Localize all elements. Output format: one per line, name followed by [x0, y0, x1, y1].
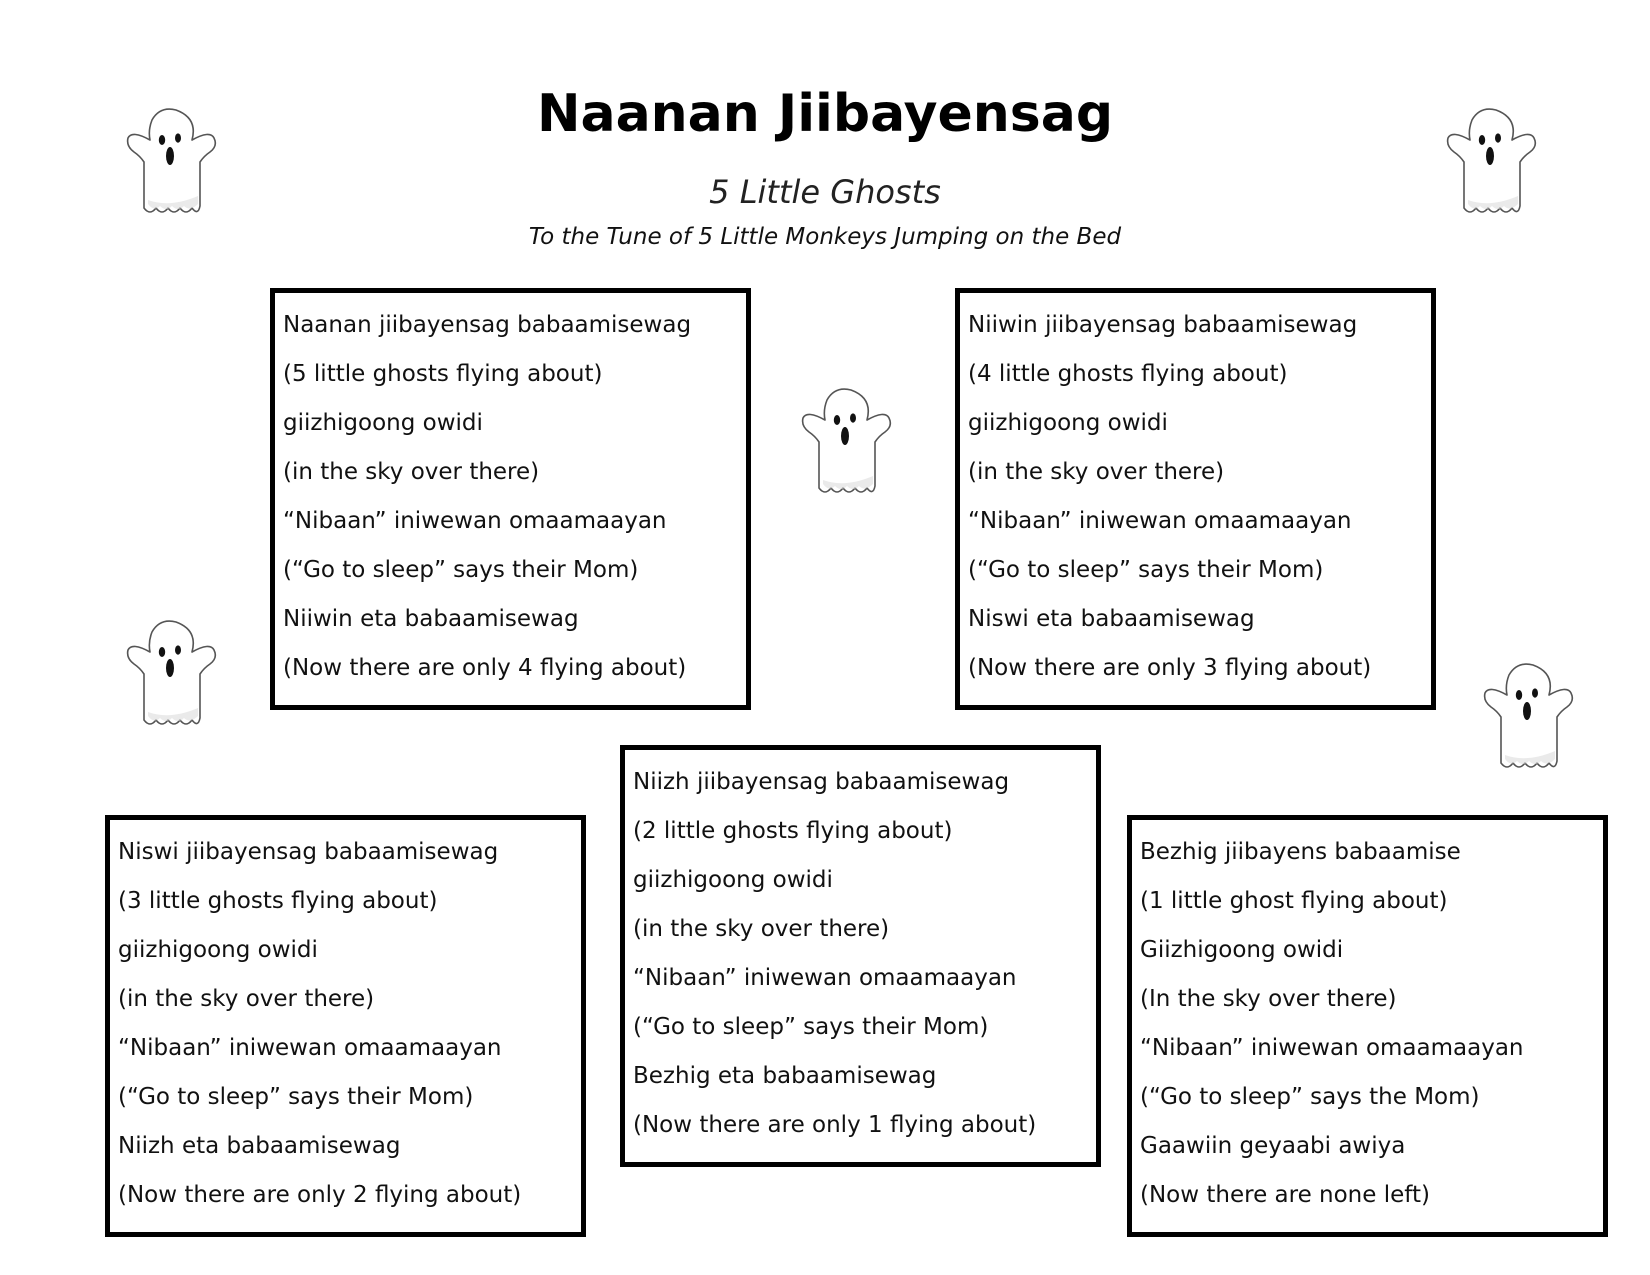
- verse-box-1-ghost: [1127, 815, 1608, 1237]
- verse-line: (in the sky over there): [118, 986, 375, 1012]
- verse-line: (Now there are only 2 flying about): [118, 1182, 522, 1208]
- verse-box-3-ghosts: [105, 815, 586, 1237]
- verse-line: (in the sky over there): [283, 459, 540, 485]
- ghost-icon: [120, 612, 220, 737]
- verse-line: (“Go to sleep” says their Mom): [633, 1014, 989, 1040]
- verse-line: Niizh eta babaamisewag: [118, 1133, 401, 1159]
- verse-line: Niiwin eta babaamisewag: [283, 606, 579, 632]
- verse-line: (3 little ghosts flying about): [118, 888, 438, 914]
- verse-line: (In the sky over there): [1140, 986, 1397, 1012]
- verse-line: “Nibaan” iniwewan omaamaayan: [633, 965, 1017, 991]
- ghost-icon: [795, 380, 895, 505]
- verse-line: giizhigoong owidi: [118, 937, 318, 963]
- verse-box-5-ghosts: [270, 288, 751, 710]
- verse-line: (1 little ghost flying about): [1140, 888, 1448, 914]
- tune-note: To the Tune of 5 Little Monkeys Jumping on the Bed: [528, 224, 1122, 250]
- verse-line: Bezhig eta babaamisewag: [633, 1063, 937, 1089]
- verse-line: (“Go to sleep” says their Mom): [968, 557, 1324, 583]
- verse-line: Niiwin jiibayensag babaamisewag: [968, 312, 1358, 338]
- verse-line: Niswi eta babaamisewag: [968, 606, 1255, 632]
- verse-line: Naanan jiibayensag babaamisewag: [283, 312, 692, 338]
- ghost-icon: [1440, 100, 1540, 225]
- verse-line: (“Go to sleep” says their Mom): [283, 557, 639, 583]
- verse-box-4-ghosts: [955, 288, 1436, 710]
- verse-line: giizhigoong owidi: [283, 410, 483, 436]
- verse-line: Giizhigoong owidi: [1140, 937, 1344, 963]
- page-subtitle: 5 Little Ghosts: [709, 173, 941, 211]
- ghost-icon: [1477, 655, 1577, 780]
- verse-line: (5 little ghosts flying about): [283, 361, 603, 387]
- verse-box-2-ghosts: [620, 745, 1101, 1167]
- verse-line: (“Go to sleep” says the Mom): [1140, 1084, 1480, 1110]
- page-title: Naanan Jiibayensag: [536, 84, 1114, 144]
- verse-line: “Nibaan” iniwewan omaamaayan: [118, 1035, 502, 1061]
- verse-line: “Nibaan” iniwewan omaamaayan: [1140, 1035, 1524, 1061]
- verse-line: giizhigoong owidi: [633, 867, 833, 893]
- verse-line: (Now there are none left): [1140, 1182, 1430, 1208]
- verse-line: (4 little ghosts flying about): [968, 361, 1288, 387]
- verse-line: (Now there are only 4 flying about): [283, 655, 687, 681]
- verse-line: (Now there are only 3 flying about): [968, 655, 1372, 681]
- ghost-icon: [120, 100, 220, 225]
- verse-line: “Nibaan” iniwewan omaamaayan: [283, 508, 667, 534]
- verse-line: Gaawiin geyaabi awiya: [1140, 1133, 1406, 1159]
- verse-line: Bezhig jiibayens babaamise: [1140, 839, 1461, 865]
- verse-line: (“Go to sleep” says their Mom): [118, 1084, 474, 1110]
- verse-line: (2 little ghosts flying about): [633, 818, 953, 844]
- verse-line: (in the sky over there): [968, 459, 1225, 485]
- verse-line: Niizh jiibayensag babaamisewag: [633, 769, 1010, 795]
- verse-line: “Nibaan” iniwewan omaamaayan: [968, 508, 1352, 534]
- verse-line: giizhigoong owidi: [968, 410, 1168, 436]
- verse-line: (Now there are only 1 flying about): [633, 1112, 1037, 1138]
- verse-line: (in the sky over there): [633, 916, 890, 942]
- verse-line: Niswi jiibayensag babaamisewag: [118, 839, 499, 865]
